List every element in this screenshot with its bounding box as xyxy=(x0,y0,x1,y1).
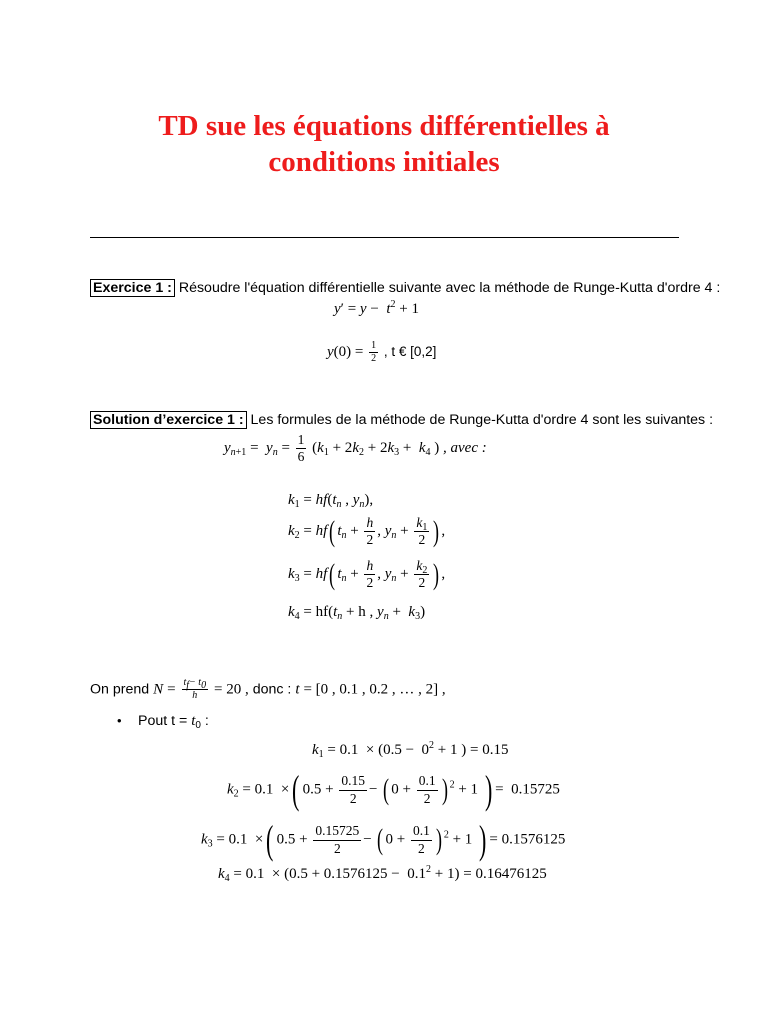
solution-1-text: Les formules de la méthode de Runge-Kutta d'ordre 4 sont les suivantes : xyxy=(246,412,714,428)
k4-numeric: $k_4 = 0.1 \times (0.5 + 0.1576125 - 0.1^2 + 1) = 0.16476125$ xyxy=(218,864,547,884)
on-prend-text: On prend xyxy=(90,681,154,698)
ode-equation: $y' = y - t^2 + 1$ xyxy=(334,299,419,317)
solution-1-label: Solution d’exercice 1 : xyxy=(90,411,247,429)
k2-numeric: $k_2 = 0.1$ ×( 0.5 + $\frac{0.15}{2}$ − ( 0 + $\frac{0.1}{2}$ ) $^2$ + 1 ) = 0.15725 xyxy=(227,767,560,812)
interval-text: , t € [0,2] xyxy=(383,343,437,359)
initial-condition: y(0) = $\frac{1}{2}$ , t € [0,2] xyxy=(327,340,437,364)
bullet-pout-line: Pout $t = t_0$ : xyxy=(138,713,209,731)
k1-formula: $k_1 = hf(t_n$ , $y_n$), xyxy=(288,492,374,510)
title-divider xyxy=(90,237,679,238)
k3-numeric: $k_3 = 0.1$ ×( 0.5 + $\frac{0.15725}{2}$ − ( 0 + $\frac{0.1}{2}$ ) $^2$ + 1 ) = 0.1576125 xyxy=(201,817,566,862)
exercise-1-label: Exercice 1 : xyxy=(90,279,175,297)
k1-numeric: $k_1 = 0.1 \times (0.5 - 0^2 + 1$ ) = 0.15 xyxy=(312,740,509,760)
exercise-1-text: Résoudre l'équation différentielle suivante avec la méthode de Runge-Kutta d'ordre 4 : xyxy=(174,280,721,296)
k2-result: 0.15725 xyxy=(511,781,560,798)
title-line-1: TD sue les équations différentielles à xyxy=(158,110,610,142)
half-fraction: $\frac{1}{2}$ xyxy=(371,340,377,364)
donc-text: donc : xyxy=(252,681,296,698)
t-values: = [0 , 0.1 , 0.2 , … , 2] , xyxy=(303,681,446,698)
k3-formula: $k_3 = hf$( $t_n$ + $\frac{h}{2}$ , $y_n$ + $\frac{k_2}{2}$ ) , xyxy=(288,557,446,591)
k1-result: 0.15 xyxy=(482,742,509,758)
avec-text: , avec : xyxy=(443,440,487,457)
k2-formula: $k_2 = hf$( $t_n$ + $\frac{h}{2}$ , $y_n$ + $\frac{k_1}{2}$ ) , xyxy=(288,514,446,548)
bullet-dot: • xyxy=(117,713,122,728)
pout-text: Pout t = xyxy=(138,713,192,729)
document-title xyxy=(60,108,708,180)
n-value: = 20 , xyxy=(214,681,249,698)
k4-formula: $k_4 = hf(t_n + h$ , $y_n + k_3$) xyxy=(288,604,426,622)
solution-1-statement xyxy=(90,411,713,429)
n-equals: = xyxy=(167,681,176,698)
k4-result: 0.16476125 xyxy=(475,866,547,882)
discretisation-line: On prend N = $\frac{t_f- t_0}{h}$ = 20 , donc : t = [0 , 0.1 , 0.2 , … , 2] , xyxy=(90,677,446,701)
k3-result: 0.1576125 xyxy=(501,831,566,848)
n-symbol: N xyxy=(153,681,164,698)
n-fraction: $\frac{t_f- t_0}{h}$ xyxy=(183,677,207,701)
exercise-1-statement xyxy=(90,279,720,297)
title-line-2: conditions initiales xyxy=(268,146,500,178)
rk4-update-formula: $y_{n+1} = y_n$ = $\frac{1}{6}$ ($k_1 + 2k_2 + 2k_3 + k_4$ ) , avec : xyxy=(224,432,487,465)
